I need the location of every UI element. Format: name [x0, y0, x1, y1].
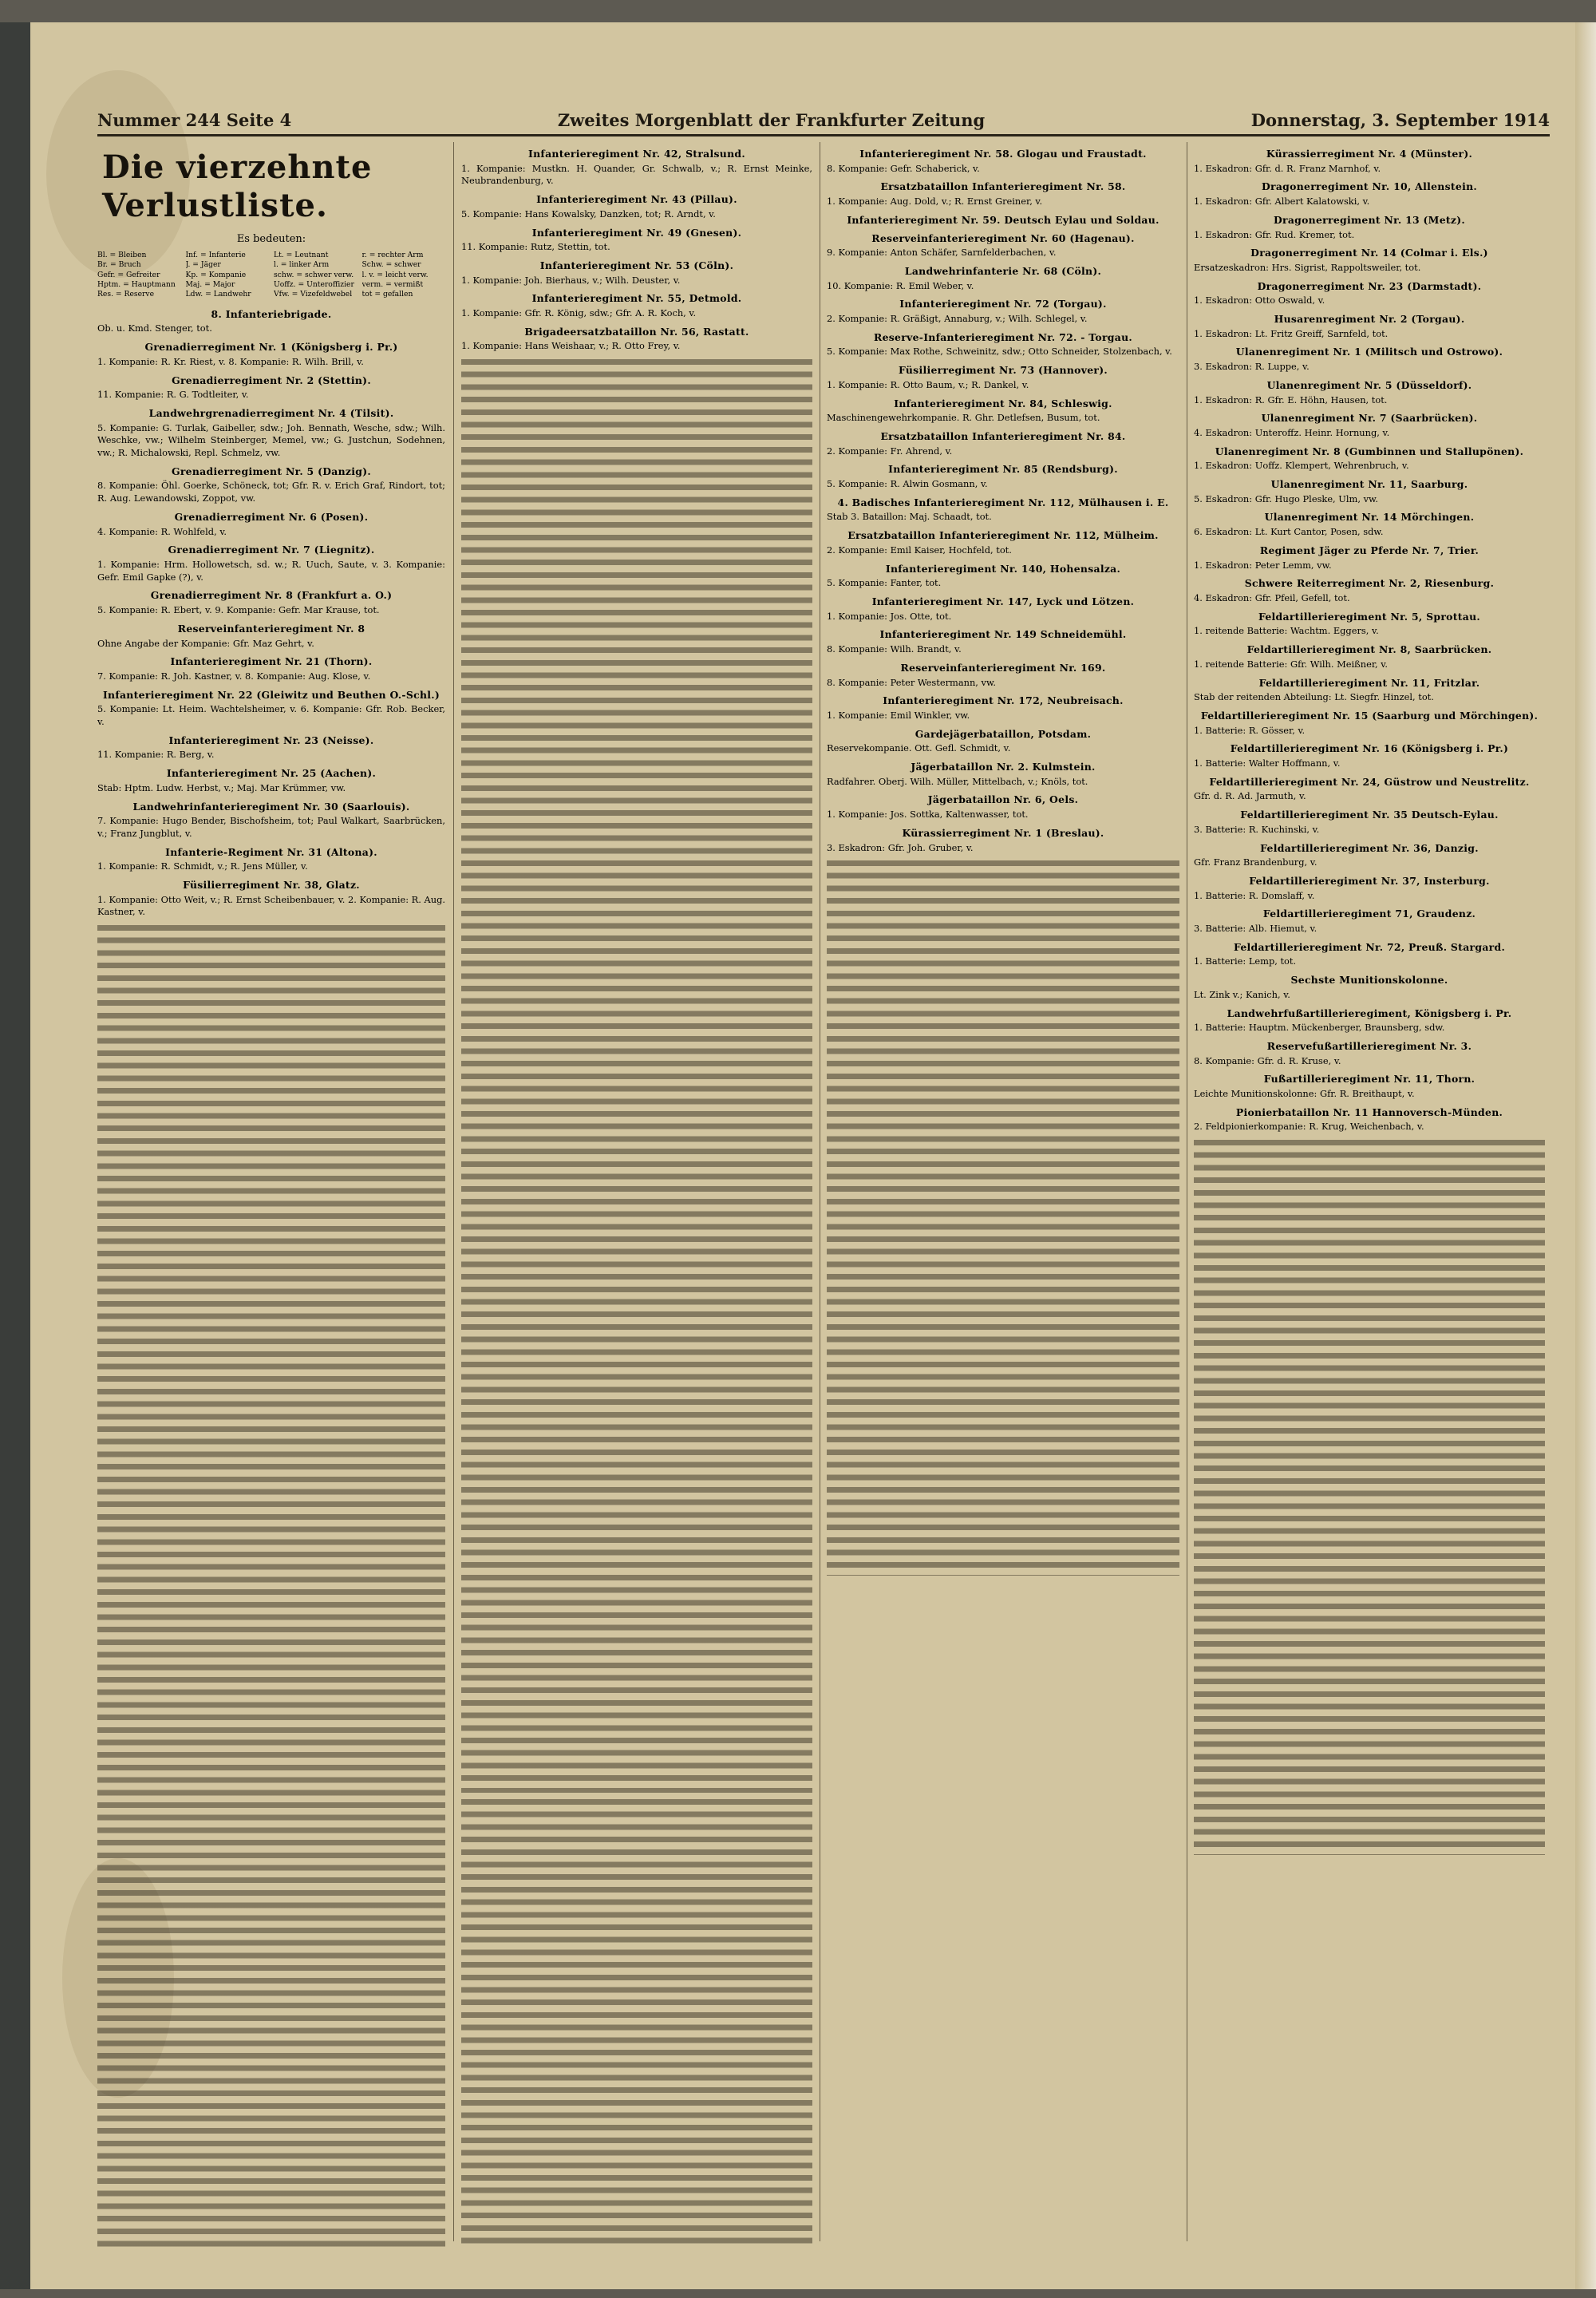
regiment-heading: Ulanenregiment Nr. 8 (Gumbinnen und Stallupönen).: [1215, 445, 1524, 457]
regiment-heading: Grenadierregiment Nr. 6 (Posen).: [174, 510, 369, 523]
casualty-entry: 1. Eskadron: Uoffz. Klempert, Wehrenbruch, v.: [1194, 460, 1409, 472]
running-header: [97, 104, 1550, 136]
text-block: [461, 1796, 812, 2249]
casualty-entry: Gfr. Franz Brandenburg, v.: [1194, 856, 1317, 868]
regiment-heading: Ersatzbataillon Infanterieregiment Nr. 58.: [880, 180, 1126, 193]
casualty-entry: 5. Kompanie: R. Alwin Gosmann, v.: [827, 478, 988, 490]
regiment-heading: Jägerbataillon Nr. 2. Kulmstein.: [911, 761, 1096, 773]
regiment-heading: Feldartillerieregiment Nr. 72, Preuß. Stargard.: [1233, 940, 1506, 953]
casualty-entry: Stab der reitenden Abteilung: Lt. Siegfr. Hinzel, tot.: [1194, 691, 1434, 703]
casualty-entry: 10. Kompanie: R. Emil Weber, v.: [827, 279, 974, 291]
regiment-heading: Infanterieregiment Nr. 21 (Thorn).: [170, 655, 373, 668]
regiment-heading: Feldartillerieregiment Nr. 11, Fritzlar.: [1258, 676, 1480, 689]
regiment-heading: Dragonerregiment Nr. 10, Allenstein.: [1261, 180, 1478, 193]
casualty-entry: 4. Eskadron: Gfr. Pfeil, Gefell, tot.: [1194, 591, 1350, 603]
casualty-entry: 5. Kompanie: Hans Kowalsky, Danzken, tot; R. Arndt, v.: [461, 208, 716, 220]
regiment-heading: Dragonerregiment Nr. 23 (Darmstadt).: [1257, 279, 1482, 292]
column-1: [97, 142, 445, 2249]
regiment-heading: Infanterieregiment Nr. 58. Glogau und Fraustadt.: [859, 148, 1147, 160]
text-block: [97, 922, 445, 2249]
casualty-entry: 1. Kompanie: Jos. Sottka, Kaltenwasser, tot.: [827, 809, 1029, 821]
casualty-entry: 1. Batterie: Lemp, tot.: [1194, 955, 1297, 967]
text-block: [461, 356, 812, 1793]
casualty-entry: 5. Kompanie: G. Turlak, Gaibeller, sdw.; Joh. Bennath, Wesche, sdw.; Wilh. Weschke, vw.; Wilhelm Steinberger, Memel, vw.; G. Justchun, Sodehnen, vw.; R. Michalowski, Repl. Schmelz, vw.: [97, 421, 445, 459]
header-rule: [97, 134, 1550, 136]
casualty-entry: Stab: Hptm. Ludw. Herbst, v.; Maj. Mar Krümmer, vw.: [97, 781, 346, 793]
regiment-heading: Infanterieregiment Nr. 84, Schleswig.: [894, 397, 1112, 409]
regiment-heading: Ersatzbataillon Infanterieregiment Nr. 112, Mülheim.: [847, 529, 1159, 542]
regiment-heading: Infanterieregiment Nr. 49 (Gnesen).: [531, 226, 742, 239]
legend-entry: Maj. = Major: [185, 279, 235, 289]
regiment-heading: Ulanenregiment Nr. 11, Saarburg.: [1270, 478, 1468, 491]
casualty-entry: 1. Eskadron: Gfr. Rud. Kremer, tot.: [1194, 228, 1355, 240]
casualty-entry: Ohne Angabe der Kompanie: Gfr. Maz Gehrt, v.: [97, 637, 314, 649]
regiment-heading: Feldartillerieregiment Nr. 35 Deutsch-Eylau.: [1240, 809, 1499, 821]
regiment-heading: Ersatzbataillon Infanterieregiment Nr. 84.: [880, 429, 1126, 442]
casualty-entry: 2. Kompanie: Fr. Ahrend, v.: [827, 445, 953, 457]
casualty-entry: 2. Kompanie: Emil Kaiser, Hochfeld, tot.: [827, 544, 1012, 556]
casualty-entry: 1. Batterie: Walter Hoffmann, v.: [1194, 757, 1341, 769]
casualty-entry: 3. Batterie: R. Kuchinski, v.: [1194, 823, 1320, 835]
regiment-heading: Reserveinfanterieregiment Nr. 8: [177, 622, 365, 635]
casualty-entry: 5. Kompanie: R. Ebert, v. 9. Kompanie: Gefr. Mar Krause, tot.: [97, 604, 380, 616]
regiment-heading: Brigadeersatzbataillon Nr. 56, Rastatt.: [524, 325, 749, 338]
regiment-heading: Feldartillerieregiment 71, Graudenz.: [1262, 908, 1476, 920]
regiment-heading: Jägerbataillon Nr. 6, Oels.: [927, 793, 1079, 806]
casualty-list: [97, 308, 445, 919]
casualty-entry: 1. Eskadron: Gfr. d. R. Franz Marnhof, v.: [1194, 162, 1381, 174]
legend-entry: Inf. = Infanterie: [185, 250, 246, 259]
regiment-heading: Infanterieregiment Nr. 149 Schneidemühl.: [879, 628, 1127, 641]
casualty-entry: 3. Batterie: Alb. Hiemut, v.: [1194, 923, 1317, 935]
legend-entry: J. = Jäger: [185, 260, 221, 270]
casualty-entry: 6. Eskadron: Lt. Kurt Cantor, Posen, sdw.: [1194, 526, 1384, 538]
casualty-entry: 1. Kompanie: Hrm. Hollowetsch, sd. w.; R. Uuch, Saute, v. 3. Kompanie: Gefr. Emil Gapke (?), v.: [97, 558, 445, 583]
issue-date: Donnerstag, 3. September 1914: [1250, 109, 1550, 130]
casualty-entry: 1. Kompanie: Otto Weit, v.; R. Ernst Scheibenbauer, v. 2. Kompanie: R. Aug. Kastner, v.: [97, 893, 445, 918]
casualty-entry: 11. Kompanie: R. G. Todtleiter, v.: [97, 389, 249, 401]
regiment-heading: Grenadierregiment Nr. 1 (Königsberg i. Pr.): [144, 341, 398, 354]
casualty-entry: 1. Eskadron: R. Gfr. E. Höhn, Hausen, tot.: [1194, 394, 1388, 405]
casualty-list: [461, 148, 812, 353]
regiment-heading: Feldartillerieregiment Nr. 5, Sprottau.: [1258, 610, 1481, 623]
casualty-entry: 7. Kompanie: Hugo Bender, Bischofsheim, tot; Paul Walkart, Saarbrücken, v.; Franz Jungblut, v.: [97, 815, 445, 839]
regiment-heading: Infanterieregiment Nr. 59. Deutsch Eylau und Soldau.: [847, 213, 1159, 226]
casualty-entry: Leichte Munitionskolonne: Gfr. R. Breithaupt, v.: [1194, 1088, 1415, 1100]
casualty-entry: 1. Eskadron: Gfr. Albert Kalatowski, v.: [1194, 196, 1370, 208]
regiment-heading: Reserve-Infanterieregiment Nr. 72. - Torgau.: [874, 330, 1132, 343]
regiment-heading: Grenadierregiment Nr. 2 (Stettin).: [172, 374, 371, 386]
regiment-heading: Landwehrinfanterie Nr. 68 (Cöln).: [904, 264, 1102, 277]
regiment-heading: Füsilierregiment Nr. 38, Glatz.: [183, 879, 360, 892]
regiment-heading: Dragonerregiment Nr. 14 (Colmar i. Els.): [1250, 247, 1488, 259]
regiment-heading: Ulanenregiment Nr. 1 (Militsch und Ostrowo).: [1235, 346, 1503, 358]
legend-entry: r. = rechter Arm: [361, 250, 424, 259]
casualty-entry: 4. Eskadron: Unteroffz. Heinr. Hornung, v.: [1194, 426, 1390, 438]
casualty-entry: 9. Kompanie: Anton Schäfer, Sarnfelderbachen, v.: [827, 247, 1057, 259]
casualty-entry: 5. Kompanie: Lt. Heim. Wachtelsheimer, v. 6. Kompanie: Gfr. Rob. Becker, v.: [97, 703, 445, 728]
legend-entry: Hptm. = Hauptmann: [97, 279, 176, 289]
regiment-heading: Dragonerregiment Nr. 13 (Metz).: [1273, 213, 1466, 226]
regiment-heading: Regiment Jäger zu Pferde Nr. 7, Trier.: [1259, 544, 1479, 556]
legend-entry: l. = linker Arm: [274, 260, 330, 270]
casualty-list: [1194, 148, 1545, 1133]
casualty-entry: 1. Kompanie: Emil Winkler, vw.: [827, 709, 970, 721]
casualty-entry: 11. Kompanie: Rutz, Stettin, tot.: [461, 241, 610, 253]
regiment-heading: Infanterieregiment Nr. 43 (Pillau).: [536, 193, 737, 206]
regiment-heading: Grenadierregiment Nr. 8 (Frankfurt a. O.): [150, 589, 393, 602]
regiment-heading: Gardejägerbataillon, Potsdam.: [915, 727, 1092, 740]
casualty-entry: 2. Feldpionierkompanie: R. Krug, Weichenbach, v.: [1194, 1121, 1424, 1133]
regiment-heading: Feldartillerieregiment Nr. 8, Saarbrücken.: [1246, 643, 1492, 656]
text-block: [1194, 1137, 1545, 1855]
casualty-entry: 1. Kompanie: Jos. Otte, tot.: [827, 610, 952, 622]
abbreviation-legend: [97, 251, 445, 300]
casualty-entry: 1. Eskadron: Otto Oswald, v.: [1194, 295, 1325, 307]
regiment-heading: Infanterieregiment Nr. 172, Neubreisach.: [883, 694, 1124, 707]
casualty-entry: 1. Eskadron: Lt. Fritz Greiff, Sarnfeld, tot.: [1194, 327, 1389, 339]
regiment-heading: Feldartillerieregiment Nr. 37, Insterburg.: [1249, 874, 1490, 887]
regiment-heading: Sechste Munitionskolonne.: [1290, 974, 1448, 987]
casualty-entry: 1. Kompanie: Aug. Dold, v.; R. Ernst Greiner, v.: [827, 196, 1043, 208]
regiment-heading: Infanterieregiment Nr. 42, Stralsund.: [528, 148, 745, 160]
casualty-list: [827, 148, 1179, 854]
regiment-heading: 8. Infanteriebrigade.: [211, 307, 332, 320]
casualty-entry: Lt. Zink v.; Kanich, v.: [1194, 988, 1290, 1000]
casualty-entry: Ob. u. Kmd. Stenger, tot.: [97, 322, 212, 334]
regiment-heading: Reserveinfanterieregiment Nr. 169.: [900, 661, 1106, 674]
casualty-entry: Reservekompanie. Ott. Gefl. Schmidt, v.: [827, 742, 1011, 754]
regiment-heading: Infanterie-Regiment Nr. 31 (Altona).: [165, 845, 377, 858]
casualty-entry: 7. Kompanie: R. Joh. Kastner, v. 8. Kompanie: Aug. Klose, v.: [97, 670, 371, 682]
regiment-heading: Infanterieregiment Nr. 72 (Torgau).: [899, 298, 1107, 310]
casualty-entry: 11. Kompanie: R. Berg, v.: [97, 749, 215, 761]
legend-entry: l. v. = leicht verw.: [361, 270, 429, 279]
column-4: [1194, 142, 1545, 2249]
regiment-heading: Infanterieregiment Nr. 140, Hohensalza.: [885, 562, 1121, 575]
casualty-entry: 1. Kompanie: Gfr. R. König, sdw.; Gfr. A. R. Koch, v.: [461, 307, 697, 319]
casualty-entry: 3. Eskadron: R. Luppe, v.: [1194, 361, 1310, 373]
book-binding: [0, 22, 30, 2289]
regiment-heading: Pionierbataillon Nr. 11 Hannoversch-Münden.: [1235, 1105, 1503, 1118]
legend-entry: Res. = Reserve: [97, 290, 155, 299]
casualty-entry: 1. Batterie: R. Gösser, v.: [1194, 724, 1306, 736]
casualty-entry: 8. Kompanie: Peter Westermann, vw.: [827, 676, 996, 688]
regiment-heading: Schwere Reiterregiment Nr. 2, Riesenburg.: [1244, 577, 1495, 590]
column-2: [461, 142, 812, 2249]
casualty-entry: 1. Batterie: Hauptm. Mückenberger, Braunsberg, sdw.: [1194, 1022, 1445, 1034]
regiment-heading: Infanterieregiment Nr. 22 (Gleiwitz und Beuthen O.-Schl.): [102, 688, 440, 701]
regiment-heading: Feldartillerieregiment Nr. 15 (Saarburg und Mörchingen).: [1200, 709, 1539, 722]
legend-entry: Gefr. = Gefreiter: [97, 270, 160, 279]
legend-title: Es bedeuten:: [236, 233, 306, 245]
casualty-entry: Stab 3. Bataillon: Maj. Schaadt, tot.: [827, 511, 992, 523]
regiment-heading: Landwehrgrenadierregiment Nr. 4 (Tilsit).: [148, 406, 394, 419]
casualty-entry: 8. Kompanie: Gefr. Schaberick, v.: [827, 162, 980, 174]
article-headline: Die vierzehnte Verlustliste.: [102, 148, 373, 224]
regiment-heading: Fußartillerieregiment Nr. 11, Thorn.: [1263, 1073, 1476, 1086]
casualty-entry: Maschinengewehrkompanie. R. Ghr. Detlefsen, Busum, tot.: [827, 412, 1100, 424]
casualty-entry: 1. reitende Batterie: Gfr. Wilh. Meißner, v.: [1194, 658, 1388, 670]
legend-entry: Lt. = Leutnant: [274, 250, 329, 259]
regiment-heading: Infanterieregiment Nr. 25 (Aachen).: [166, 767, 377, 780]
regiment-heading: Infanterieregiment Nr. 55, Detmold.: [531, 292, 742, 305]
regiment-heading: Füsilierregiment Nr. 73 (Hannover).: [899, 364, 1108, 377]
casualty-entry: 8. Kompanie: Wilh. Brandt, v.: [827, 643, 962, 655]
regiment-heading: Feldartillerieregiment Nr. 16 (Königsberg i. Pr.): [1230, 742, 1509, 755]
casualty-entry: 1. reitende Batterie: Wachtm. Eggers, v.: [1194, 625, 1379, 637]
regiment-heading: Ulanenregiment Nr. 7 (Saarbrücken).: [1261, 412, 1478, 425]
regiment-heading: Husarenregiment Nr. 2 (Torgau).: [1274, 313, 1465, 326]
regiment-heading: Infanterieregiment Nr. 53 (Cöln).: [539, 259, 734, 271]
legend-entry: Br. = Bruch: [97, 260, 141, 270]
regiment-heading: Ulanenregiment Nr. 14 Mörchingen.: [1264, 511, 1475, 524]
legend-entry: Uoffz. = Unteroffizier: [274, 279, 354, 289]
casualty-entry: 1. Batterie: R. Domslaff, v.: [1194, 889, 1315, 901]
text-block: [827, 857, 1179, 1576]
casualty-entry: 1. Kompanie: R. Kr. Riest, v. 8. Kompanie: R. Wilh. Brill, v.: [97, 355, 364, 367]
casualty-entry: 1. Eskadron: Peter Lemm, vw.: [1194, 559, 1332, 571]
legend-entry: Schw. = schwer: [361, 260, 421, 270]
casualty-entry: 8. Kompanie: Öhl. Goerke, Schöneck, tot; Gfr. R. v. Erich Graf, Rindort, tot; R. Aug. Lewandowski, Zoppot, vw.: [97, 480, 445, 504]
regiment-heading: Feldartillerieregiment Nr. 36, Danzig.: [1260, 841, 1479, 854]
legend-entry: verm. = vermißt: [361, 279, 424, 289]
regiment-heading: Landwehrfußartillerieregiment, Königsberg i. Pr.: [1227, 1007, 1512, 1019]
paper-title: Zweites Morgenblatt der Frankfurter Zeitung: [557, 109, 986, 130]
regiment-heading: Grenadierregiment Nr. 7 (Liegnitz).: [168, 544, 375, 556]
casualty-entry: 1. Kompanie: Hans Weishaar, v.; R. Otto Frey, v.: [461, 340, 681, 352]
legend-entry: schw. = schwer verw.: [274, 270, 354, 279]
regiment-heading: Infanterieregiment Nr. 23 (Neisse).: [168, 734, 374, 746]
casualty-entry: 5. Eskadron: Gfr. Hugo Pleske, Ulm, vw.: [1194, 492, 1379, 504]
casualty-entry: 1. Kompanie: Mustkn. H. Quander, Gr. Schwalb, v.; R. Ernst Meinke, Neubrandenburg, v.: [461, 162, 812, 187]
casualty-entry: 4. Kompanie: R. Wohlfeld, v.: [97, 525, 227, 537]
legend-entry: Kp. = Kompanie: [185, 270, 247, 279]
casualty-entry: 5. Kompanie: Max Rothe, Schweinitz, sdw.; Otto Schneider, Stolzenbach, v.: [827, 346, 1172, 358]
casualty-entry: 1. Kompanie: R. Otto Baum, v.; R. Dankel, v.: [827, 378, 1029, 390]
regiment-heading: Feldartillerieregiment Nr. 24, Güstrow und Neustrelitz.: [1209, 775, 1530, 788]
regiment-heading: Ulanenregiment Nr. 5 (Düsseldorf).: [1266, 378, 1472, 391]
casualty-entry: Ersatzeskadron: Hrs. Sigrist, Rappoltsweiler, tot.: [1194, 261, 1421, 273]
legend-entry: Bl. = Bleiben: [97, 250, 147, 259]
regiment-heading: Reserveinfanterieregiment Nr. 60 (Hagenau).: [871, 231, 1135, 244]
page-edge: [1575, 22, 1596, 2289]
regiment-heading: Reservefußartillerieregiment Nr. 3.: [1266, 1039, 1472, 1052]
regiment-heading: Infanterieregiment Nr. 85 (Rendsburg).: [888, 463, 1118, 476]
casualty-entry: 2. Kompanie: R. Gräßigt, Annaburg, v.; Wilh. Schlegel, v.: [827, 313, 1088, 325]
casualty-entry: 3. Eskadron: Gfr. Joh. Gruber, v.: [827, 841, 974, 853]
regiment-heading: Infanterieregiment Nr. 147, Lyck und Lötzen.: [871, 595, 1135, 607]
casualty-entry: 5. Kompanie: Fanter, tot.: [827, 577, 942, 589]
casualty-entry: 8. Kompanie: Gfr. d. R. Kruse, v.: [1194, 1054, 1341, 1066]
casualty-entry: Gfr. d. R. Ad. Jarmuth, v.: [1194, 790, 1306, 802]
legend-entry: Ldw. = Landwehr: [185, 290, 251, 299]
regiment-heading: Kürassierregiment Nr. 1 (Breslau).: [902, 826, 1104, 839]
column-divider: [453, 142, 454, 2241]
legend-entry: Vfw. = Vizefeldwebel: [274, 290, 353, 299]
casualty-entry: 1. Kompanie: Joh. Bierhaus, v.; Wilh. Deuster, v.: [461, 274, 681, 286]
casualty-entry: Radfahrer. Oberj. Wilh. Müller, Mittelbach, v.; Knöls, tot.: [827, 775, 1088, 787]
regiment-heading: Kürassierregiment Nr. 4 (Münster).: [1266, 148, 1473, 160]
regiment-heading: Grenadierregiment Nr. 5 (Danzig).: [171, 465, 372, 477]
regiment-heading: Landwehrinfanterieregiment Nr. 30 (Saarlouis).: [132, 800, 410, 813]
casualty-entry: 1. Kompanie: R. Schmidt, v.; R. Jens Müller, v.: [97, 860, 308, 872]
legend-entry: tot = gefallen: [361, 290, 413, 299]
regiment-heading: 4. Badisches Infanterieregiment Nr. 112, Mülhausen i. E.: [837, 496, 1169, 508]
issue-number: Nummer 244 Seite 4: [97, 109, 292, 130]
column-3: [827, 142, 1179, 2249]
